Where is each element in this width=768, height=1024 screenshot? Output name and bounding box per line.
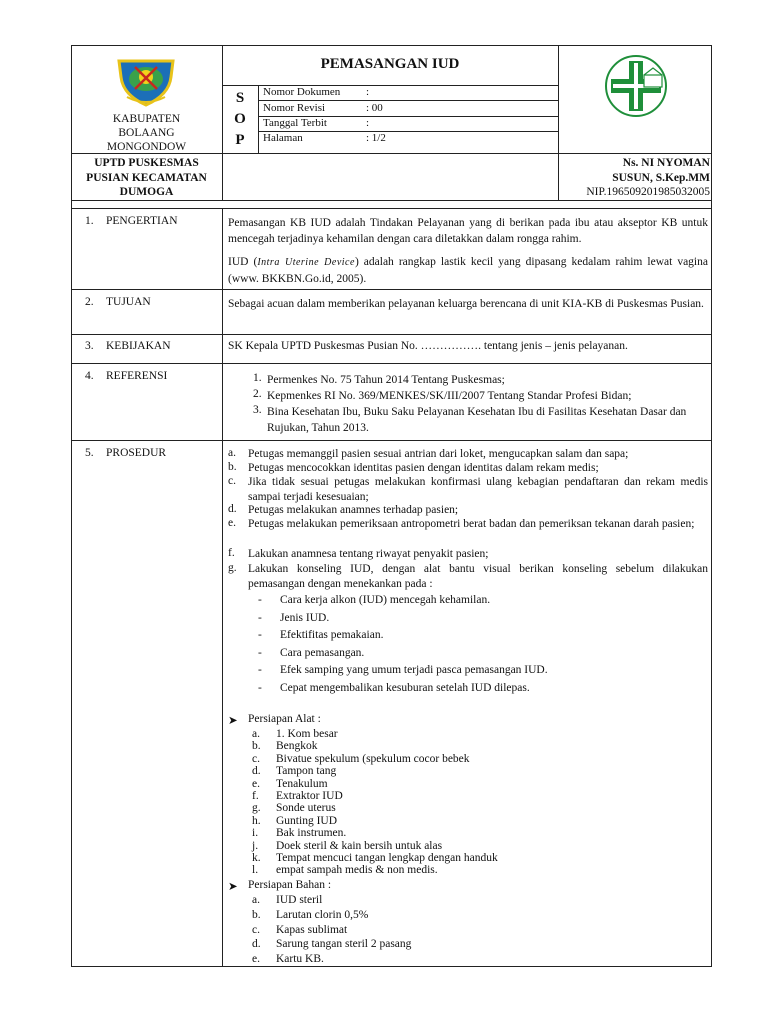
tujuan-text: Sebagai acuan dalam memberikan pelayanan keluarga berencana di unit KIA-KB di Puskesmas Pusian. [228,298,704,310]
unit-line: PUSIAN KECAMATAN [86,171,207,184]
list-text: 1. Kom besar [276,728,338,740]
unit-line: UPTD PUSKESMAS [94,157,199,169]
doc-field-value: : 1/2 [366,132,386,144]
list-marker: k. [252,852,261,864]
list-marker: d. [252,938,261,951]
list-marker: g. [252,802,261,815]
divider [258,100,558,101]
section-title: PENGERTIAN [106,215,178,227]
list-text: empat sampah medis & non medis. [276,864,438,877]
counsel-text: Cara kerja alkon (IUD) mencegah kehamilan. [280,594,491,606]
doc-field-value: : 00 [366,102,383,114]
step-text: Petugas melakukan pemeriksaan antropometri berat badan dan pemeriksan tekanan darah pasien; [248,518,695,530]
signatory [560,156,710,200]
section-number: 3. [85,340,94,352]
divider [558,45,559,200]
list-marker: e. [252,777,260,790]
list-text: Sarung tangan steril 2 pasang [276,938,412,951]
kebijakan-text: SK Kepala UPTD Puskesmas Pusian No. ……………. tentang jenis – jenis pelayanan. [228,340,628,352]
list-text: Bak instrumen. [276,827,347,840]
list-text: Tenakulum [276,777,328,790]
list-marker: b. [252,908,261,921]
step-text: Lakukan konseling IUD, dengan alat bantu visual berikan konseling sebelum dilakukan pemasangan dengan menekankan pada : [248,563,708,590]
section-title: PROSEDUR [106,447,167,459]
list-marker: c. [252,752,260,765]
step-text: Petugas melakukan anamnes terhadap pasien; [248,504,459,516]
reference-text: Bina Kesehatan Ibu, Buku Saku Pelayanan Kesehatan Ibu di Fasilitas Kesehatan Dasar dan Rujukan, Tahun 2013. [267,406,687,434]
list-text: Kapas sublimat [276,923,348,936]
signatory-name: Ns. NI NYOMAN [622,157,710,169]
section-number: 5. [85,447,94,459]
list-text: IUD steril [276,894,323,906]
section-number: 4. [85,370,94,382]
list-marker: b. [252,740,261,753]
list-text: Extraktor IUD [276,790,343,802]
doc-field-label: Nomor Revisi [263,102,326,114]
divider [71,363,712,364]
step-text: Petugas mencocokkan identitas pasien dengan identitas dalam rekam medis; [248,462,599,474]
signatory-title: SUSUN, S.Kep.MM [612,171,710,184]
divider [222,208,223,967]
reference-text: Permenkes No. 75 Tahun 2014 Tentang Puskesmas; [267,374,505,386]
step-text: Petugas memanggil pasien sesuai antrian dari loket, mengucapkan salam dan sapa; [248,448,629,460]
italic-term: Intra Uterine Device [257,257,355,268]
list-marker: c. [252,923,260,936]
doc-field-value: : [366,117,370,129]
arrow-bullet-icon: ➤ [228,715,238,727]
arrow-bullet-icon: ➤ [228,881,238,893]
sop-letter: S [235,90,245,106]
divider [71,289,712,290]
list-text: Larutan clorin 0,5% [276,908,369,921]
list-marker: a. [252,728,260,740]
divider [71,440,712,441]
bahan-heading: Persiapan Bahan : [248,879,332,891]
counsel-text: Efek samping yang umum terjadi pasca pemasangan IUD. [280,664,548,676]
section-number: 2. [85,296,94,308]
section-title: REFERENSI [106,370,168,382]
step-marker: b. [228,461,237,473]
step-marker: d. [228,503,237,515]
list-text: Bengkok [276,740,318,753]
sop-letter: O [234,111,246,127]
regency-line: KABUPATEN [112,113,181,125]
list-text: Gunting IUD [276,814,338,827]
list-text: Doek steril & kain bersih untuk alas [276,839,443,852]
section-number: 1. [85,215,94,227]
doc-field-value: : [366,86,370,98]
list-text: Tampon tang [276,765,337,778]
list-marker: h. [252,814,261,827]
step-marker: a. [228,447,236,459]
page-title: PEMASANGAN IUD [320,56,460,72]
doc-field-label: Nomor Dokumen [263,86,341,98]
counsel-text: Cara pemasangan. [280,647,365,659]
reference-text: Kepmenkes RI No. 369/MENKES/SK/III/2007 Tentang Standar Profesi Bidan; [267,390,632,402]
doc-field-label: Halaman [263,132,303,144]
regency-name [74,112,219,154]
section-title: TUJUAN [106,296,151,308]
divider [258,85,259,153]
divider [71,208,712,209]
counsel-text: Cepat mengembalikan kesuburan setelah IUD dilepas. [280,682,530,694]
list-marker: j. [252,839,259,852]
list-marker: a. [252,894,260,906]
list-text: Bivatue spekulum (spekulum cocor bebek [276,752,470,765]
sop-label [226,88,254,151]
step-text: Lakukan anamnesa tentang riwayat penyakit pasien; [248,548,489,560]
list-marker: d. [252,765,261,778]
pengertian-iud-text [228,254,708,287]
text-run: ) adalah rangkap lastik kecil yang dipasang kedalam rahim lewat vagina (www. BKKBN.Go.id, 2005). [228,256,708,285]
list-marker: f. [252,790,259,802]
regency-line: BOLAANG [118,127,175,139]
step-text: Jika tidak sesuai petugas melakukan konfirmasi ulang kebagian pendaftaran dan rekam medis sampai terjadi kesesuaian; [248,476,708,503]
unit-name [74,156,219,200]
step-marker: e. [228,517,236,529]
unit-line: DUMOGA [119,186,174,198]
counsel-text: Efektifitas pemakaian. [280,629,384,641]
list-marker: e. [252,953,260,966]
divider [258,131,558,132]
regency-line: MONGONDOW [106,141,187,153]
step-marker: c. [228,475,236,487]
doc-field-label: Tanggal Terbit [263,117,327,129]
section-title: KEBIJAKAN [106,340,171,352]
list-text: Sonde uterus [276,802,336,815]
list-marker: l. [252,864,259,877]
sop-letter: P [235,132,245,148]
text-run: IUD ( [228,256,258,268]
regency-logo [113,55,179,109]
list-text: Kartu KB. [276,953,324,966]
step-marker: f. [228,547,235,559]
signatory-nip: NIP.196509201985032005 [586,186,710,198]
list-marker: i. [252,827,259,840]
counsel-text: Jenis IUD. [280,612,330,624]
list-text: Tempat mencuci tangan lengkap dengan handuk [276,852,498,864]
divider [71,200,712,201]
divider [71,334,712,335]
alat-heading: Persiapan Alat : [248,713,321,725]
step-marker: g. [228,562,237,574]
puskesmas-logo [604,53,668,119]
pengertian-text: Pemasangan KB IUD adalah Tindakan Pelayanan yang di berikan pada ibu atau akseptor KB untuk mencegah terjadinya kehamilan dengan cara diletakkan dalam rongga rahim. [228,217,708,245]
